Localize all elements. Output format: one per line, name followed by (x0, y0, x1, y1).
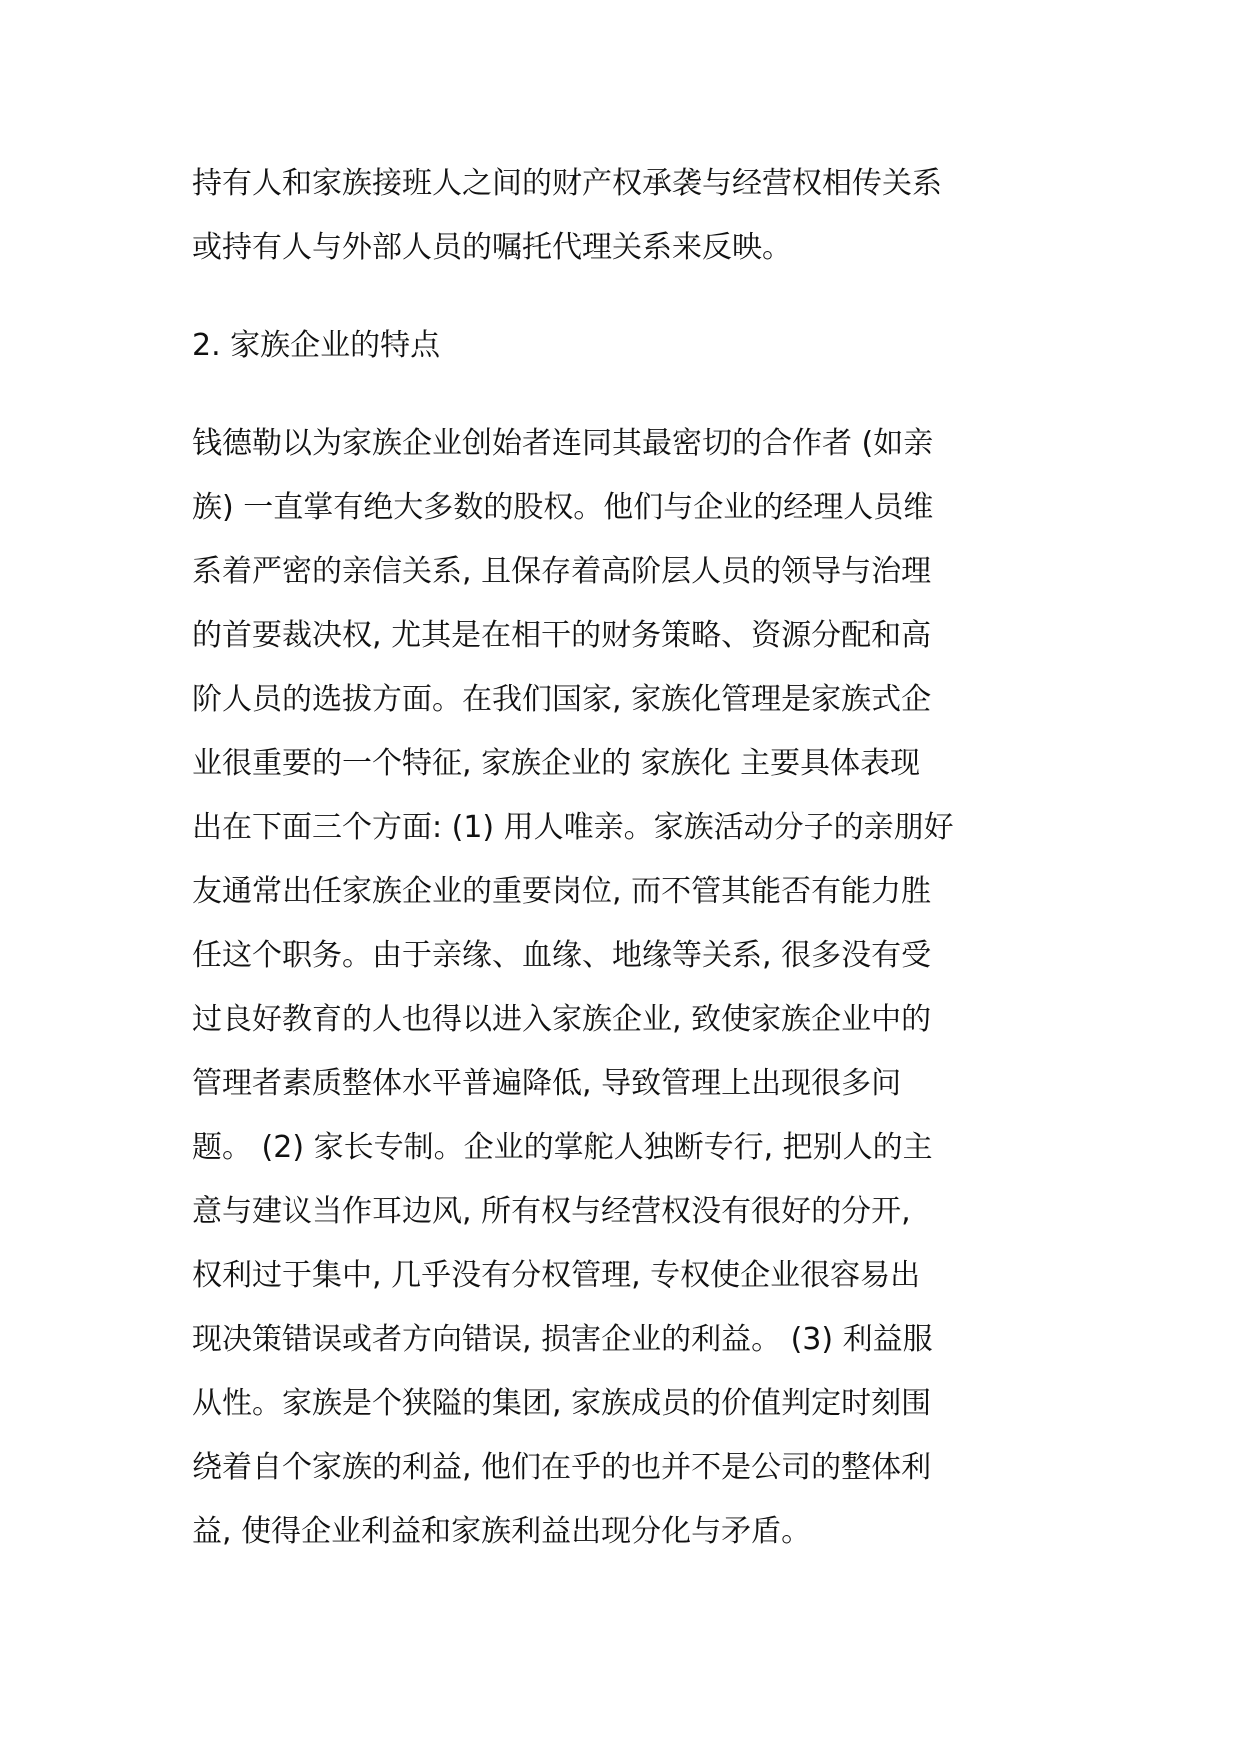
paragraph-line: 从性。家族是个狭隘的集团, 家族成员的价值判定时刻围 (192, 1386, 932, 1421)
paragraph-line: 钱德勒以为家族企业创始者连同其最密切的合作者 (如亲 (192, 426, 934, 461)
paragraph-line: 系着严密的亲信关系, 且保存着高阶层人员的领导与治理 (192, 554, 932, 589)
paragraph-line: 族) 一直掌有绝大多数的股权。他们与企业的经理人员维 (192, 490, 934, 525)
paragraph-line: 或持有人与外部人员的嘱托代理关系来反映。 (192, 230, 792, 265)
paragraph-line: 题。 (2) 家长专制。企业的掌舵人独断专行, 把别人的主 (192, 1130, 933, 1165)
section-heading (192, 314, 1052, 378)
intro-paragraph (192, 152, 1052, 280)
paragraph-line: 业很重要的一个特征, 家族企业的 家族化 主要具体表现 (192, 746, 921, 781)
paragraph-line: 权利过于集中, 几乎没有分权管理, 专权使企业很容易出 (192, 1258, 921, 1293)
paragraph-line: 的首要裁决权, 尤其是在相干的财务策略、资源分配和高 (192, 618, 932, 653)
paragraph-line: 现决策错误或者方向错误, 损害企业的利益。 (3) 利益服 (192, 1322, 933, 1357)
paragraph-line: 管理者素质整体水平普遍降低, 导致管理上出现很多问 (192, 1066, 902, 1101)
paragraph-line: 过良好教育的人也得以进入家族企业, 致使家族企业中的 (192, 1002, 932, 1037)
paragraph-line: 阶人员的选拔方面。在我们国家, 家族化管理是家族式企 (192, 682, 932, 717)
paragraph-line: 绕着自个家族的利益, 他们在乎的也并不是公司的整体利 (192, 1450, 932, 1485)
section-heading-text: 2. 家族企业的特点 (192, 328, 441, 363)
paragraph-line: 任这个职务。由于亲缘、血缘、地缘等关系, 很多没有受 (192, 938, 932, 973)
paragraph-line: 持有人和家族接班人之间的财产权承袭与经营权相传关系 (192, 166, 942, 201)
paragraph-line: 益, 使得企业利益和家族利益出现分化与矛盾。 (192, 1514, 812, 1549)
main-paragraph (192, 412, 1052, 1564)
paragraph-line: 出在下面三个方面: (1) 用人唯亲。家族活动分子的亲朋好 (192, 810, 954, 845)
paragraph-line: 友通常出任家族企业的重要岗位, 而不管其能否有能力胜 (192, 874, 932, 909)
paragraph-line: 意与建议当作耳边风, 所有权与经营权没有很好的分开, (192, 1194, 911, 1229)
